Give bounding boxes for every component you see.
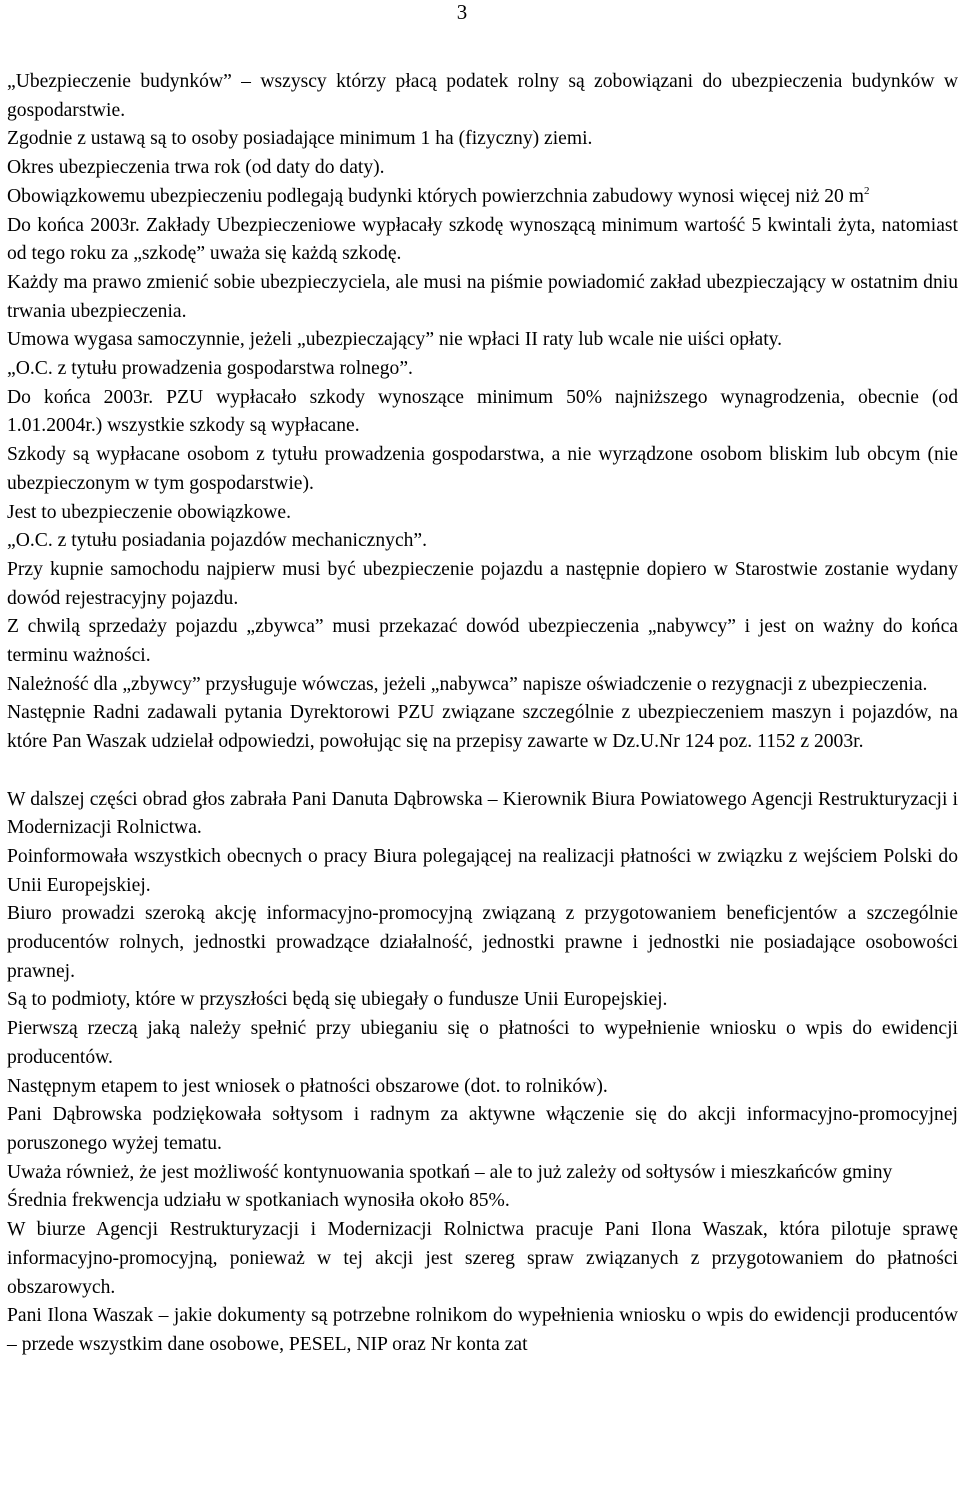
paragraph-building-insurance: „Ubezpieczenie budynków” – wszyscy którzy płacą podatek rolny są zobowiązani do ubezpieczenia budynków w gospodarstwie. [7, 71, 958, 121]
paragraph-mandatory-insurance: Jest to ubezpieczenie obowiązkowe. [7, 501, 291, 523]
paragraph-oc-farming: „O.C. z tytułu prowadzenia gospodarstwa rolnego”. [7, 358, 413, 380]
paragraph-insurance-period: Okres ubezpieczenia trwa rok (od daty do daty). [7, 157, 385, 179]
paragraph-contract-expiry: Umowa wygasa samoczynnie, jeżeli „ubezpieczający” nie wpłaci II raty lub wcale nie uiści opłaty. [7, 329, 783, 351]
paragraph-oc-vehicles: „O.C. z tytułu posiadania pojazdów mechanicznych”. [7, 530, 428, 552]
paragraph-councillor-questions: Następnie Radni zadawali pytania Dyrektorowi PZU związane szczególnie z ubezpieczeniem maszyn i pojazdów, na które Pan Waszak udzielał odpowiedzi, powołując się na przepisy zawarte w Dz.U.Nr 124 poz. 1152 z 2003r. [7, 702, 958, 753]
paragraph-gap [7, 757, 958, 786]
paragraph-mandatory-buildings [7, 183, 958, 212]
paragraph-seller-refund: Należność dla „zbywcy” przysługuje wówczas, jeżeli „nabywca” napisze oświadczenie o rezygnacji z ubezpieczenia. [7, 673, 928, 695]
paragraph-promotion-campaign: Biuro prowadzi szeroką akcję informacyjno-promocyjną związaną z przygotowaniem beneficjentów a szczególnie producentów rolnych, jednostki prowadzące działalność, jednostki prawne i jednostki nie posiadające osobowości prawnej. [7, 903, 958, 982]
paragraph-car-purchase: Przy kupnie samochodu najpierw musi być ubezpieczenie pojazdu a następnie dopiero w Starostwie zostanie wydany dowód rejestracyjny pojazdu. [7, 558, 958, 609]
paragraph-area-payments: Następnym etapem to jest wniosek o płatności obszarowe (dot. to rolników). [7, 1075, 608, 1097]
paragraph-mandatory-buildings-text: Obowiązkowemu ubezpieczeniu podlegają budynki których powierzchnia zabudowy wynosi więcej niż 20 m [7, 185, 864, 207]
paragraph-change-insurer: Każdy ma prawo zmienić sobie ubezpieczyciela, ale musi na piśmie powiadomić zakład ubezpieczający w ostatnim dniu trwania ubezpieczenia. [7, 271, 958, 322]
paragraph-eu-funds: Są to podmioty, które w przyszłości będą się ubiegały o fundusze Unii Europejskiej. [7, 989, 668, 1011]
paragraph-attendance: Średnia frekwencja udziału w spotkaniach wynosiła około 85%. [7, 1190, 510, 1212]
paragraph-thanks: Pani Dąbrowska podziękowała sołtysom i radnym za aktywne włączenie się do akcji informacyjno-promocyjnej poruszonego wyżej tematu. [7, 1104, 958, 1154]
document-body [7, 68, 958, 1360]
paragraph-pzu-payments: Do końca 2003r. PZU wypłacało szkody wynoszące minimum 50% najniższego wynagrodzenia, obecnie (od 1.01.2004r.) wszystkie szkody są wypłacane. [7, 386, 958, 437]
superscript-square: 2 [863, 184, 870, 197]
paragraph-statute: Zgodnie z ustawą są to osoby posiadające minimum 1 ha (fizyczny) ziemi. [7, 128, 593, 150]
paragraph-damage-payments: Do końca 2003r. Zakłady Ubezpieczeniowe wypłacały szkodę wynoszącą minimum wartość 5 kwintali żyta, natomiast od tego roku za „szkodę” uważa się każdą szkodę. [7, 214, 958, 265]
paragraph-required-documents: Pani Ilona Waszak – jakie dokumenty są potrzebne rolnikom do wypełnienia wniosku o wpis do ewidencji producentów – przede wszystkim dane osobowe, PESEL, NIP oraz Nr konta zat [7, 1305, 958, 1355]
paragraph-waszak-role: W biurze Agencji Restrukturyzacji i Modernizacji Rolnictwa pracuje Pani Ilona Waszak, która pilotuje sprawę informacyjno-promocyjną, ponieważ w tej akcji jest szereg spraw związanych z przygotowaniem do płatności obszarowych. [7, 1219, 958, 1298]
paragraph-vehicle-sale: Z chwilą sprzedaży pojazdu „zbywca” musi przekazać dowód ubezpieczenia „nabywcy” i jest on ważny do końca terminu ważności. [7, 616, 958, 667]
paragraph-damage-recipients: Szkody są wypłacane osobom z tytułu prowadzenia gospodarstwa, a nie wyrządzone osobom bliskim lub obcym (nie ubezpieczonym w tym gospodarstwie). [7, 444, 958, 494]
paragraph-producer-register: Pierwszą rzeczą jaką należy spełnić przy ubieganiu się o płatności to wypełnienie wniosku o wpis do ewidencji producentów. [7, 1018, 958, 1068]
paragraph-dabrowska-intro: W dalszej części obrad głos zabrała Pani Danuta Dąbrowska – Kierownik Biura Powiatowego Agencji Restrukturyzacji i Modernizacji Rolnictwa. [7, 788, 958, 839]
paragraph-continuation: Uważa również, że jest możliwość kontynuowania spotkań – ale to już zależy od sołtysów i mieszkańców gminy [7, 1161, 893, 1183]
paragraph-office-work: Poinformowała wszystkich obecnych o pracy Biura polegającej na realizacji płatności w związku z wejściem Polski do Unii Europejskiej. [7, 845, 958, 896]
page-number: 3 [456, 0, 468, 24]
